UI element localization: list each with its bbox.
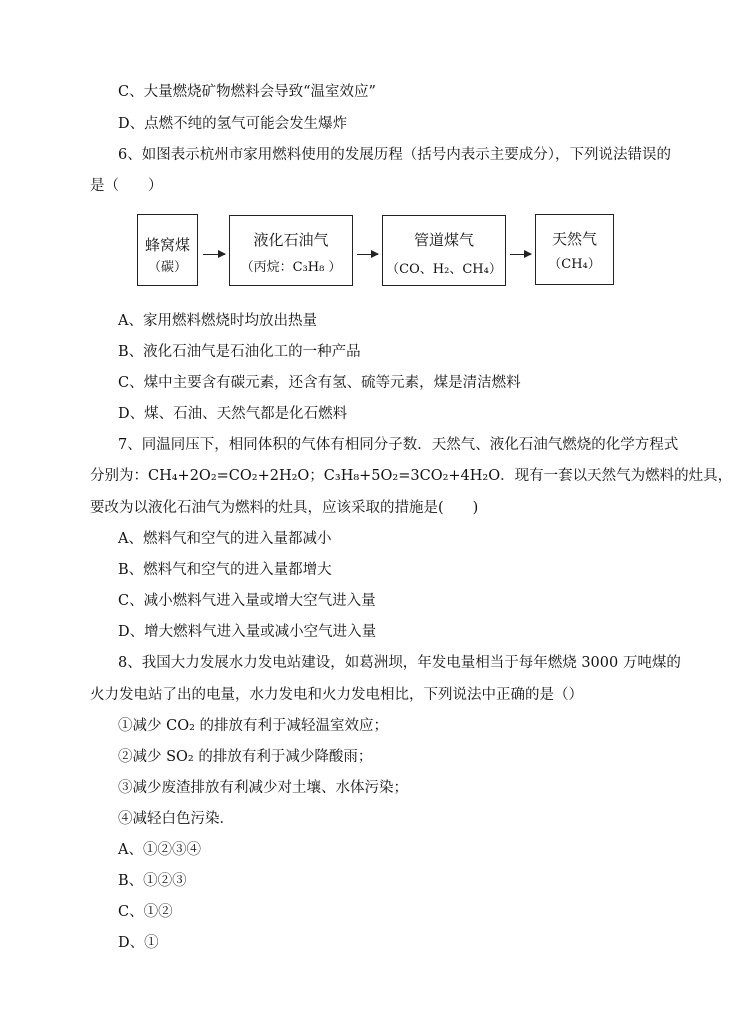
q8-option-b: B、①②③ xyxy=(118,873,187,889)
flow-box-pipeline-gas xyxy=(382,215,506,286)
q5-option-c: C、大量燃烧矿物燃料会导致“温室效应” xyxy=(118,84,376,100)
q7-option-d: D、增大燃料气进入量或减小空气进入量 xyxy=(118,624,377,640)
q8-statement-4: ④减轻白色污染． xyxy=(118,811,234,827)
q7-eq-prefix: 分别为： xyxy=(90,468,148,484)
flow-box-name: 蜂窝煤 xyxy=(144,236,190,254)
flow-box-name: 管道煤气 xyxy=(413,231,474,249)
q7-eq-separator: ； xyxy=(309,468,324,484)
q5-option-d: D、点燃不纯的氢气可能会发生爆炸 xyxy=(118,116,348,132)
q6-option-c: C、煤中主要含有碳元素，还含有氢、硫等元素，煤是清洁燃料 xyxy=(118,375,521,391)
q7-stem-line2 xyxy=(90,466,732,486)
flow-box-composition: （碳） xyxy=(147,260,187,275)
flow-arrow xyxy=(357,254,378,255)
q8-statement-1: ①减少 CO₂ 的排放有利于减轻温室效应； xyxy=(118,718,389,734)
flow-box-name: 液化石油气 xyxy=(253,231,329,249)
q7-equation-methane: CH₄+2O₂=CO₂+2H₂O xyxy=(148,468,310,484)
q8-option-d: D、① xyxy=(118,935,159,951)
q6-option-d: D、煤、石油、天然气都是化石燃料 xyxy=(118,406,348,422)
q6-option-a: A、家用燃料燃烧时均放出热量 xyxy=(118,313,317,329)
q7-stem-line1: 7、同温同压下，相同体积的气体有相同分子数．天然气、液化石油气燃烧的化学方程式 xyxy=(118,437,679,453)
q6-stem-line2: 是（ ） xyxy=(90,178,163,194)
q6-option-b: B、液化石油气是石油化工的一种产品 xyxy=(118,344,361,360)
flow-box-honeycomb-coal xyxy=(137,214,198,286)
q8-stem-line2: 火力发电站了出的电量，水力发电和火力发电相比，下列说法中正确的是（） xyxy=(90,687,583,703)
q8-statement-2: ②减少 SO₂ 的排放有利于减少降酸雨； xyxy=(118,749,373,765)
q7-option-a: A、燃料气和空气的进入量都减小 xyxy=(118,531,332,547)
flow-box-composition: （CO、H₂、CH₄） xyxy=(386,262,502,277)
flow-arrow xyxy=(510,254,531,255)
q7-option-b: B、燃料气和空气的进入量都增大 xyxy=(118,562,332,578)
q7-stem-line3: 要改为以液化石油气为燃料的灶具，应该采取的措施是( ) xyxy=(90,500,479,516)
flow-box-composition: （CH₄） xyxy=(548,257,601,272)
flow-box-lpg xyxy=(229,215,353,286)
q7-eq-suffix: ．现有一套以天然气为燃料的灶具， xyxy=(500,468,733,484)
q7-equation-propane: C₃H₈+5O₂=3CO₂+4H₂O xyxy=(323,468,501,484)
flow-box-natural-gas xyxy=(535,214,614,285)
q7-option-c: C、减小燃料气进入量或增大空气进入量 xyxy=(118,593,376,609)
q8-stem-line1: 8、我国大力发展水力发电站建设，如葛洲坝，年发电量相当于每年燃烧 3000 万吨煤的 xyxy=(118,655,681,671)
q8-option-a: A、①②③④ xyxy=(118,842,201,858)
flow-box-composition: （丙烷：C₃H₈ ） xyxy=(240,260,342,275)
q8-option-c: C、①② xyxy=(118,904,173,920)
flow-box-name: 天然气 xyxy=(551,230,597,248)
flow-arrow xyxy=(203,254,225,255)
q8-statement-3: ③减少废渣排放有利减少对土壤、水体污染； xyxy=(118,780,408,796)
q6-stem-line1: 6、如图表示杭州市家用燃料使用的发展历程（括号内表示主要成分），下列说法错误的 xyxy=(118,147,671,163)
